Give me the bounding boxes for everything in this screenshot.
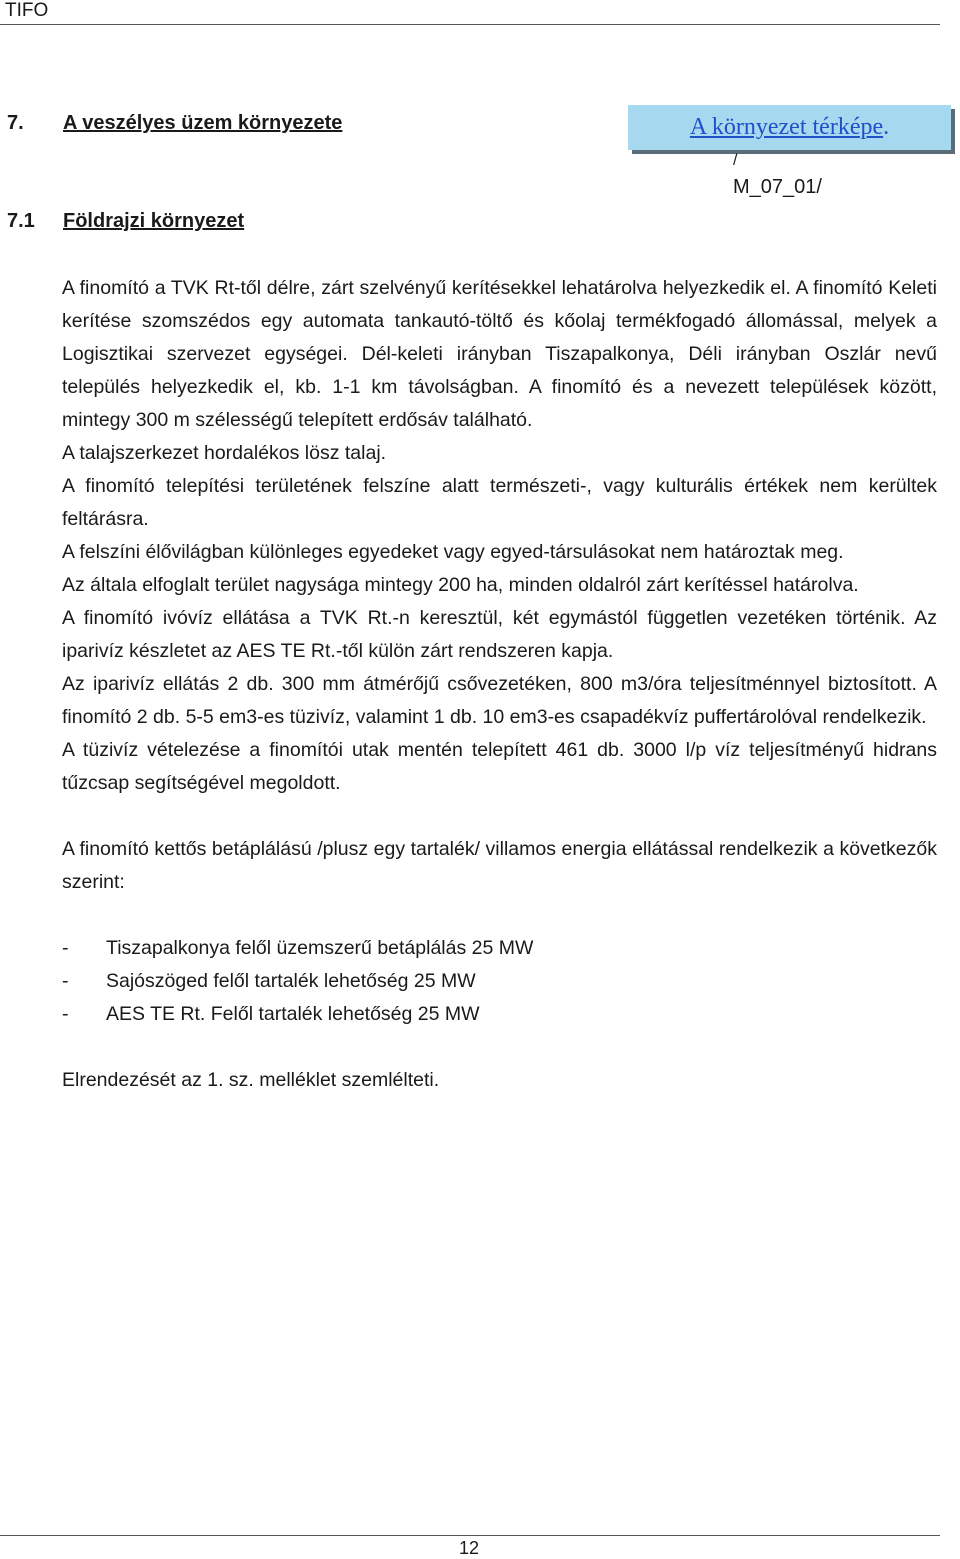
list-dash: - <box>62 1003 69 1025</box>
list-dash: - <box>62 970 69 992</box>
blank-line <box>62 899 937 932</box>
blank-line <box>62 1031 937 1064</box>
list-item <box>62 998 937 1031</box>
map-link-box[interactable] <box>628 105 951 150</box>
paragraph-closing: Elrendezését az 1. sz. melléklet szemlélteti. <box>62 1069 440 1091</box>
paragraph-wildlife: A felszíni élővilágban különleges egyedeket vagy egyed-társulásokat nem határoztak meg. <box>62 541 844 563</box>
paragraph-industrial-water: Az iparivíz ellátás 2 db. 300 mm átmérőjű csővezetéken, 800 m3/óra teljesítménnyel biztosított. A finomító 2 db. 5-5 em3-es tüzivíz, valamint 1 db. 10 em3-es csapadékvíz puffertárolóval rendelkezik. <box>62 673 937 728</box>
paragraph-area: Az általa elfoglalt terület nagysága mintegy 200 ha, minden oldalról zárt kerítéssel határolva. <box>62 574 859 596</box>
list-item-text: Tiszapalkonya felől üzemszerű betáplálás 25 MW <box>106 937 534 959</box>
paragraph-values: A finomító telepítési területének felszíne alatt természeti-, vagy kulturális értékek nem kerültek feltárásra. <box>62 475 937 530</box>
energy-list <box>62 932 937 1031</box>
subsection-title: Földrajzi környezet <box>63 210 245 232</box>
blank-line <box>62 800 937 833</box>
paragraph-energy-intro: A finomító kettős betáplálású /plusz egy tartalék/ villamos energia ellátással rendelkezik a következők szerint: <box>62 838 937 893</box>
list-item <box>62 932 937 965</box>
paragraph-drinking-water: A finomító ivóvíz ellátása a TVK Rt.-n keresztül, két egymástól független vezetéken történik. Az iparivíz készletet az AES TE Rt.-től külön zárt rendszeren kapja. <box>62 607 937 662</box>
page-number: 12 <box>459 1538 480 1558</box>
list-item-text: AES TE Rt. Felől tartalék lehetőség 25 MW <box>106 1003 480 1025</box>
document-header-title: TIFO <box>5 0 49 21</box>
section-title: A veszélyes üzem környezete <box>63 112 343 134</box>
paragraph-soil: A talajszerkezet hordalékos lösz talaj. <box>62 442 387 464</box>
map-code: M_07_01/ <box>733 176 822 198</box>
map-link-dot: . <box>883 114 890 140</box>
section-number: 7. <box>7 112 24 134</box>
list-item-text: Sajószöged felől tartalék lehetőség 25 MW <box>106 970 476 992</box>
paragraph-location: A finomító a TVK Rt-től délre, zárt szelvényű kerítésekkel lehatárolva helyezkedik el. A finomító Keleti kerítése szomszédos egy automata tankautó-töltő és kőolaj termékfogadó állomással, melyek a Logisztikai szervezet egységei. Dél-keleti irányban Tiszapalkonya, Déli irányban Oszlár nevű település helyezkedik el, kb. 1-1 km távolságban. A finomító és a nevezett települések között, mintegy 300 m szélességű telepített erdősáv található. <box>62 277 937 431</box>
map-link-slash: / <box>733 152 738 169</box>
list-dash: - <box>62 937 69 959</box>
list-item <box>62 965 937 998</box>
body-content <box>62 272 937 1097</box>
footer-divider <box>0 1535 940 1536</box>
header-divider <box>0 24 940 25</box>
paragraph-fire-water: A tüzivíz vételezése a finomítói utak mentén telepített 461 db. 3000 l/p víz teljesítményű hidrans tűzcsap segítségével megoldott. <box>62 739 937 794</box>
map-link[interactable]: A környezet térképe <box>689 114 884 140</box>
subsection-number: 7.1 <box>7 210 35 232</box>
